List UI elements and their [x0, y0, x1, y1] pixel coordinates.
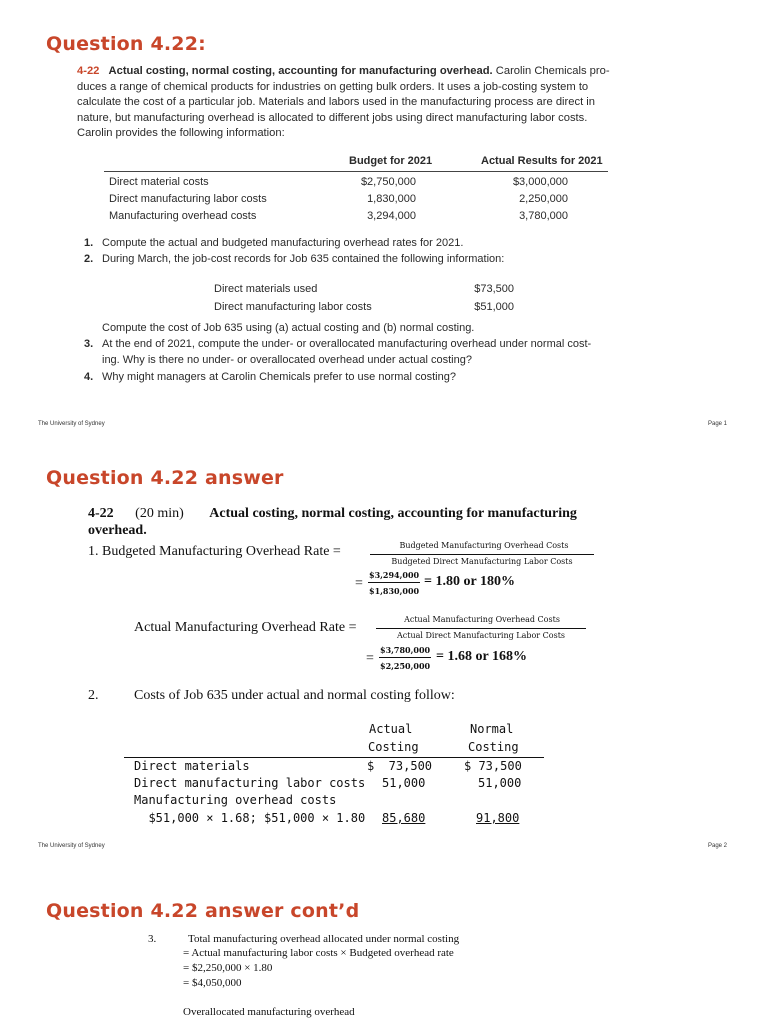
problem-intro — [77, 64, 697, 142]
actual-rate-result: = 1.68 or 168% — [436, 649, 527, 664]
answer-line: = $4,050,000 — [183, 977, 242, 989]
col-header: Costing — [368, 740, 419, 754]
slide1-title: Question 4.22: — [46, 33, 206, 55]
table-row-label: Manufacturing overhead costs — [134, 793, 337, 807]
table-cell: 3,780,000 — [519, 210, 568, 222]
answer-line: = Actual manufacturing labor costs × Budgeted overhead rate — [183, 947, 454, 959]
compute-text: Compute the cost of Job 635 using (a) actual costing and (b) normal costing. — [102, 322, 475, 334]
table-cell: 51,000 — [478, 776, 522, 790]
budgeted-value-denominator: $1,830,000 — [369, 586, 420, 596]
table-cell: 91,800 — [476, 811, 520, 825]
budgeted-fraction-denominator: Budgeted Direct Manufacturing Labor Costs — [391, 557, 573, 566]
question-number: 2. — [84, 253, 94, 265]
col-header: Normal — [470, 722, 514, 736]
question-3: At the end of 2021, compute the under- or overallocated manufacturing overhead under normal cost- — [102, 338, 592, 350]
table-header-actual: Actual Results for 2021 — [481, 155, 603, 167]
table-cell: $ 73,500 — [464, 759, 522, 773]
footer-right: Page 1 — [708, 421, 728, 427]
answer-title-cont: overhead. — [88, 523, 147, 538]
table-row-label: $51,000 × 1.68; $51,000 × 1.80 — [134, 811, 366, 825]
answer-title: Actual costing, normal costing, accounting for manufacturing — [209, 506, 577, 521]
job-row-label: Direct materials used — [214, 283, 318, 295]
table-row-label: Direct manufacturing labor costs — [109, 193, 267, 205]
question-3-cont: ing. Why is there no under- or overallocated overhead under actual costing? — [102, 354, 472, 366]
table-cell: 51,000 — [382, 776, 426, 790]
equals-sign: = — [366, 651, 374, 666]
actual-value-numerator: $3,780,000 — [380, 645, 431, 655]
intro-line: nature, but manufacturing overhead is allocated to different jobs using direct manufacturing labor costs. — [77, 111, 588, 124]
answer-heading — [88, 506, 577, 522]
actual-fraction-numerator: Actual Manufacturing Overhead Costs — [404, 615, 560, 624]
budgeted-fraction-numerator: Budgeted Manufacturing Overhead Costs — [399, 541, 569, 550]
question-number: 1. — [84, 237, 94, 249]
table-cell: 2,250,000 — [519, 193, 568, 205]
table-cell: 1,830,000 — [367, 193, 416, 205]
budgeted-rate-label: 1. Budgeted Manufacturing Overhead Rate = — [88, 544, 341, 559]
table-cell: $ 73,500 — [367, 759, 433, 773]
answer-line: Overallocated manufacturing overhead — [183, 1006, 355, 1018]
table-cell: $2,750,000 — [360, 176, 416, 188]
answer-line: = $2,250,000 × 1.80 — [183, 962, 273, 974]
actual-rate-label: Actual Manufacturing Overhead Rate = — [134, 620, 357, 635]
actual-fraction-denominator: Actual Direct Manufacturing Labor Costs — [396, 631, 566, 640]
intro-line: Carolin Chemicals pro- — [495, 65, 610, 77]
table-row-label: Direct material costs — [109, 176, 209, 188]
answer-line: Total manufacturing overhead allocated under normal costing — [188, 933, 460, 945]
table-cell: 85,680 — [382, 811, 426, 825]
table-cell: $3,000,000 — [512, 176, 568, 188]
item-number: 2. — [88, 688, 99, 703]
item2-text: Costs of Job 635 under actual and normal costing follow: — [134, 688, 455, 703]
slide2-title: Question 4.22 answer — [46, 467, 284, 489]
fraction-bar — [379, 657, 431, 658]
intro-line: calculate the cost of a particular job. Materials and labors used in the manufacturing process are direct in — [77, 96, 596, 108]
fraction-bar — [370, 554, 594, 555]
actual-value-denominator: $2,250,000 — [380, 661, 431, 671]
intro-line: duces a range of chemical products for industries on getting bulk orders. It uses a job-costing system to — [77, 80, 589, 93]
answer-time: (20 min) — [135, 506, 184, 521]
question-1: Compute the actual and budgeted manufacturing overhead rates for 2021. — [102, 237, 464, 249]
question-number: 3. — [84, 338, 94, 350]
job-row-label: Direct manufacturing labor costs — [214, 301, 372, 313]
job-row-value: $73,500 — [474, 283, 514, 295]
table-cell: 3,294,000 — [367, 210, 416, 222]
fraction-bar — [368, 582, 420, 583]
budgeted-value-numerator: $3,294,000 — [369, 570, 420, 580]
intro-line: Carolin provides the following information: — [77, 127, 285, 139]
cost-table — [124, 722, 544, 832]
question-number: 4. — [84, 371, 94, 383]
footer-left: The University of Sydney — [38, 421, 105, 427]
footer-left: The University of Sydney — [38, 843, 105, 849]
table-row-label: Direct manufacturing labor costs — [134, 776, 366, 790]
fraction-bar — [376, 628, 586, 629]
budgeted-rate-result: = 1.80 or 180% — [424, 574, 515, 589]
item-number: 3. — [148, 933, 157, 945]
question-2: During March, the job-cost records for Job 635 contained the following information: — [102, 253, 505, 265]
problem-number: 4-22 — [77, 65, 100, 77]
footer-right: Page 2 — [708, 843, 728, 849]
equals-sign: = — [355, 576, 363, 591]
slide3-title: Question 4.22 answer cont’d — [46, 900, 360, 922]
table-row-label: Manufacturing overhead costs — [109, 210, 257, 222]
answer-number: 4-22 — [88, 506, 114, 521]
table-row-label: Direct materials — [134, 759, 250, 773]
col-header: Actual — [369, 722, 413, 736]
col-header: Costing — [468, 740, 519, 754]
question-4: Why might managers at Carolin Chemicals prefer to use normal costing? — [102, 371, 456, 383]
table-header-budget: Budget for 2021 — [349, 155, 433, 167]
job-row-value: $51,000 — [474, 301, 514, 313]
problem-heading: Actual costing, normal costing, accounting for manufacturing overhead. — [108, 65, 493, 77]
